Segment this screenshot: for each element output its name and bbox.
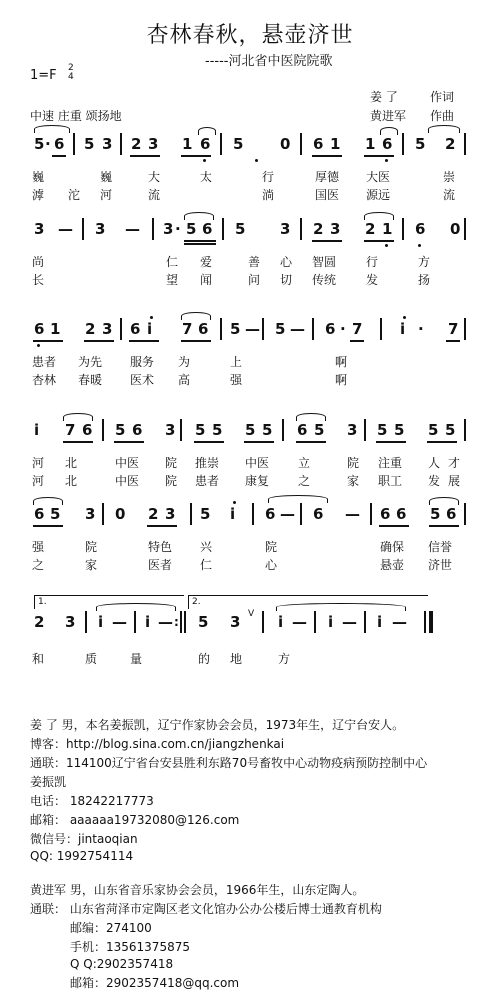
bio-line: 电话： 18242217773: [30, 794, 154, 808]
lyric: 上: [230, 355, 243, 369]
lyric: 医者: [148, 558, 173, 572]
note: 7: [448, 320, 459, 338]
lyric: 崇: [443, 170, 456, 184]
note: 6: [380, 505, 391, 523]
lyrics-verse-2: [30, 557, 465, 573]
lyric: 北: [65, 474, 78, 488]
note: 3: [230, 613, 241, 631]
lyric: 国医: [315, 188, 340, 202]
score-line-3: [30, 318, 465, 398]
bio-line: Q Q:2902357418: [70, 957, 174, 971]
note: i: [377, 613, 383, 631]
note: 2: [313, 220, 324, 238]
note: 5: [445, 421, 456, 439]
lyric: 河: [32, 474, 45, 488]
lyric: 行: [366, 255, 379, 269]
note-dash: —: [290, 320, 305, 338]
lyric: 爱: [200, 255, 213, 269]
lyric: 济世: [428, 558, 453, 572]
bio-line: 邮编：274100: [70, 921, 152, 935]
note: 6: [415, 220, 426, 238]
page-subtitle: -----河北省中医院院歌: [205, 54, 333, 69]
note: 5: [212, 421, 223, 439]
lyric: 河: [100, 188, 113, 202]
note-dash: —: [112, 613, 127, 631]
lyric: 为: [178, 355, 191, 369]
score-line-5: [30, 503, 465, 583]
lyric: 量: [130, 652, 143, 666]
lyrics-verse-2: [30, 272, 465, 288]
lyric: 患者: [195, 474, 220, 488]
lyrics-verse-1: [30, 455, 465, 471]
note: 3: [347, 421, 358, 439]
note: i: [147, 320, 153, 338]
lyrics-verse-2: [30, 372, 465, 388]
note-dot: ·: [340, 320, 346, 338]
score-line-6: [30, 597, 465, 681]
note: 3: [330, 220, 341, 238]
note: i: [230, 505, 236, 523]
note: 6: [297, 421, 308, 439]
lyric: 院: [265, 540, 278, 554]
note: 3: [34, 220, 45, 238]
lyrics-verse-1: [30, 539, 465, 555]
lyric: 望: [166, 273, 179, 287]
lyric: 河: [32, 456, 45, 470]
note: 6: [34, 505, 45, 523]
score-line-2-notes: [30, 218, 465, 240]
lyric: 地: [230, 652, 243, 666]
note: 6: [198, 320, 209, 338]
lyric: 悬壶: [380, 558, 405, 572]
lyric: 善: [248, 255, 261, 269]
lyric: 服务: [130, 355, 155, 369]
note: 1: [365, 135, 376, 153]
lyric: 大医: [366, 170, 391, 184]
time-signature: [68, 64, 74, 82]
note: 5: [186, 220, 197, 238]
lyric: 智圆: [312, 255, 337, 269]
note: i: [34, 421, 40, 439]
lyric: 院: [85, 540, 98, 554]
lyric: 厚德: [315, 170, 340, 184]
breath-mark: V: [248, 609, 255, 619]
lyric: 特色: [148, 540, 173, 554]
lyric: 和: [32, 652, 45, 666]
score-line-1: [30, 133, 465, 213]
note-dash: —: [345, 505, 360, 523]
note: 3: [165, 505, 176, 523]
note: 2: [34, 613, 45, 631]
lyric: 确保: [380, 540, 405, 554]
lyric: 患者: [32, 355, 57, 369]
bio-line: 通联： 山东省菏泽市定陶区老文化馆办公办公楼后博士通教育机构: [30, 902, 382, 916]
note: 6: [132, 421, 143, 439]
note: 6: [396, 505, 407, 523]
note: 5: [233, 135, 244, 153]
note: 6: [313, 135, 324, 153]
note: 2: [85, 320, 96, 338]
note: 3: [85, 505, 96, 523]
lyric: 发: [428, 474, 441, 488]
note: 1: [182, 135, 193, 153]
note: 7: [65, 421, 76, 439]
note: 3: [102, 320, 113, 338]
note-dot: ·: [418, 320, 424, 338]
bio-line: 姜 了 男，本名姜振凯，辽宁作家协会会员，1973年生，辽宁台安人。: [30, 718, 405, 732]
tempo-marking: 中速 庄重 颂扬地: [30, 109, 122, 123]
lyric: 方: [418, 255, 431, 269]
lyric: 巍: [100, 170, 113, 184]
lyric: 心: [265, 558, 278, 572]
composer-role: 作曲: [430, 109, 455, 123]
lyric: 传统: [312, 273, 337, 287]
lyric: 大: [148, 170, 161, 184]
lyric: 职工: [378, 474, 403, 488]
bio-line: 手机：13561375875: [70, 940, 190, 954]
lyric: 发: [366, 273, 379, 287]
note: 5: [230, 320, 241, 338]
lyric: 北: [65, 456, 78, 470]
note-dot: ·: [175, 220, 181, 238]
bio-line: 邮箱：2902357418@qq.com: [70, 976, 240, 990]
time-signature-top: 2: [68, 63, 74, 73]
note: 2: [131, 135, 142, 153]
note: 0: [115, 505, 126, 523]
note: 6: [325, 320, 336, 338]
note: 0: [280, 135, 291, 153]
note: 5: [415, 135, 426, 153]
lyric: 中医: [115, 456, 140, 470]
note: 5: [314, 421, 325, 439]
bio-line: 黄进军 男，山东省音乐家协会会员，1966年生，山东定陶人。: [30, 883, 365, 897]
note: i: [328, 613, 334, 631]
lyric: 高: [178, 373, 191, 387]
note: i: [145, 613, 151, 631]
lyric: 院: [347, 456, 360, 470]
lyric: 太: [200, 170, 213, 184]
lyric: 巍: [32, 170, 45, 184]
repeat-sign: :: [174, 615, 179, 629]
note: 6: [54, 135, 65, 153]
note: 5: [275, 320, 286, 338]
note-dash: —: [125, 220, 140, 238]
note-dash: —: [58, 220, 73, 238]
lyrics-verse-1: [30, 169, 465, 185]
note-dash: —: [158, 613, 173, 631]
score-line-4: [30, 419, 465, 499]
note: 5: [262, 421, 273, 439]
note: 5: [115, 421, 126, 439]
note-dot: ·: [45, 135, 51, 153]
note: 6: [200, 135, 211, 153]
note-dash: —: [342, 613, 357, 631]
note: 5: [394, 421, 405, 439]
lyric: 春暖: [78, 373, 103, 387]
note: 2: [365, 220, 376, 238]
note: 1: [50, 320, 61, 338]
lyric: 沱: [68, 188, 81, 202]
lyric: 啊: [335, 355, 348, 369]
lyric: 信誉: [428, 540, 453, 554]
lyric: 流: [148, 188, 161, 202]
score-line-1-notes: [30, 133, 465, 155]
lyric: 推崇: [195, 456, 220, 470]
lyric: 中医: [115, 474, 140, 488]
lyric: 才: [448, 456, 461, 470]
lyrics-verse-1: [30, 254, 465, 270]
note: 3: [102, 135, 113, 153]
note: 7: [352, 320, 363, 338]
lyric: 之: [298, 474, 311, 488]
note: i: [98, 613, 104, 631]
note: 3: [280, 220, 291, 238]
note: 2: [445, 135, 456, 153]
lyric: 尚: [32, 255, 45, 269]
note: 5: [198, 613, 209, 631]
score-line-4-notes: [30, 419, 465, 441]
bio-line: QQ: 1992754114: [30, 849, 134, 863]
note: 3: [165, 421, 176, 439]
note: 1: [382, 220, 393, 238]
lyric: 长: [32, 273, 45, 287]
lyricist-role: 作词: [430, 90, 455, 104]
lyrics-verse-2: [30, 473, 465, 489]
note: 0: [450, 220, 461, 238]
lyric: 啊: [335, 373, 348, 387]
lyric: 为先: [78, 355, 103, 369]
note-dash: —: [280, 505, 295, 523]
time-signature-bottom: 4: [68, 72, 74, 82]
lyric: 心: [280, 255, 293, 269]
lyric: 问: [248, 273, 261, 287]
lyric: 家: [347, 474, 360, 488]
lyric: 淌: [262, 188, 275, 202]
lyric: 家: [85, 558, 98, 572]
note: 6: [265, 505, 276, 523]
lyric: 闻: [200, 273, 213, 287]
lyric: 扬: [418, 273, 431, 287]
lyric: 的: [198, 652, 211, 666]
composer-name: 黄进军: [370, 109, 407, 123]
note: 1: [330, 135, 341, 153]
note: i: [278, 613, 284, 631]
lyric: 强: [32, 540, 45, 554]
lyric: 展: [448, 474, 461, 488]
lyric: 兴: [200, 540, 213, 554]
page-title: 杏林春秋，悬壶济世: [146, 23, 354, 48]
lyric: 质: [85, 652, 98, 666]
note: 6: [130, 320, 141, 338]
note: 6: [446, 505, 457, 523]
lyric: 行: [262, 170, 275, 184]
lyric: 之: [32, 558, 45, 572]
note: 6: [34, 320, 45, 338]
note: 3: [95, 220, 106, 238]
note: i: [400, 320, 406, 338]
note: 7: [182, 320, 193, 338]
lyric: 院: [165, 474, 178, 488]
score-line-5-notes: [30, 503, 465, 525]
note-dash: —: [392, 613, 407, 631]
note: 5: [200, 505, 211, 523]
lyric: 中医: [245, 456, 270, 470]
note: 6: [313, 505, 324, 523]
note: 6: [82, 421, 93, 439]
bio-line: 微信号：jintaoqian: [30, 832, 138, 846]
lyric: 院: [165, 456, 178, 470]
lyric: 切: [280, 273, 293, 287]
key-signature: 1=F: [30, 68, 57, 83]
note-dash: —: [292, 613, 307, 631]
bio-line: 通联：114100辽宁省台安县胜利东路70号畜牧中心动物疫病预防控制中心: [30, 756, 428, 770]
lyric: 康复: [245, 474, 270, 488]
bio-line: 姜振凯: [30, 775, 67, 789]
note: 2: [148, 505, 159, 523]
note: 5: [50, 505, 61, 523]
lyrics-verse-1: [30, 354, 465, 370]
note: 5: [84, 135, 95, 153]
lyric: 杏林: [32, 373, 57, 387]
lyrics-verse-2: [30, 187, 465, 203]
lyric: 人: [428, 456, 441, 470]
volta-1: 1.: [34, 595, 184, 609]
bio-line: 博客：http://blog.sina.com.cn/jiangzhenkai: [30, 737, 285, 751]
lyric: 注重: [378, 456, 403, 470]
lyric: 医术: [130, 373, 155, 387]
note: 5: [377, 421, 388, 439]
lyric: 仁: [200, 558, 213, 572]
score-line-2: [30, 218, 465, 298]
note: 3: [163, 220, 174, 238]
lyrics-verse-1: [30, 651, 465, 667]
lyric: 流: [443, 188, 456, 202]
bio-line: 邮箱： aaaaaa19732080@126.com: [30, 813, 240, 827]
score-line-3-notes: [30, 318, 465, 340]
lyric: 强: [230, 373, 243, 387]
lyricist-name: 姜 了: [370, 90, 398, 104]
note: 5: [195, 421, 206, 439]
lyric: 立: [298, 456, 311, 470]
note: 5: [430, 505, 441, 523]
note: 5: [245, 421, 256, 439]
note: 6: [382, 135, 393, 153]
note: 5: [34, 135, 45, 153]
note: 5: [235, 220, 246, 238]
note: 5: [428, 421, 439, 439]
volta-2: 2.: [188, 595, 428, 609]
note: 3: [65, 613, 76, 631]
lyric: 源远: [366, 188, 391, 202]
lyric: 仁: [166, 255, 179, 269]
note: 6: [202, 220, 213, 238]
lyric: 方: [278, 652, 291, 666]
note: 3: [148, 135, 159, 153]
score-line-6-notes: [30, 611, 465, 633]
note-dash: —: [245, 320, 260, 338]
lyric: 滹: [32, 188, 45, 202]
